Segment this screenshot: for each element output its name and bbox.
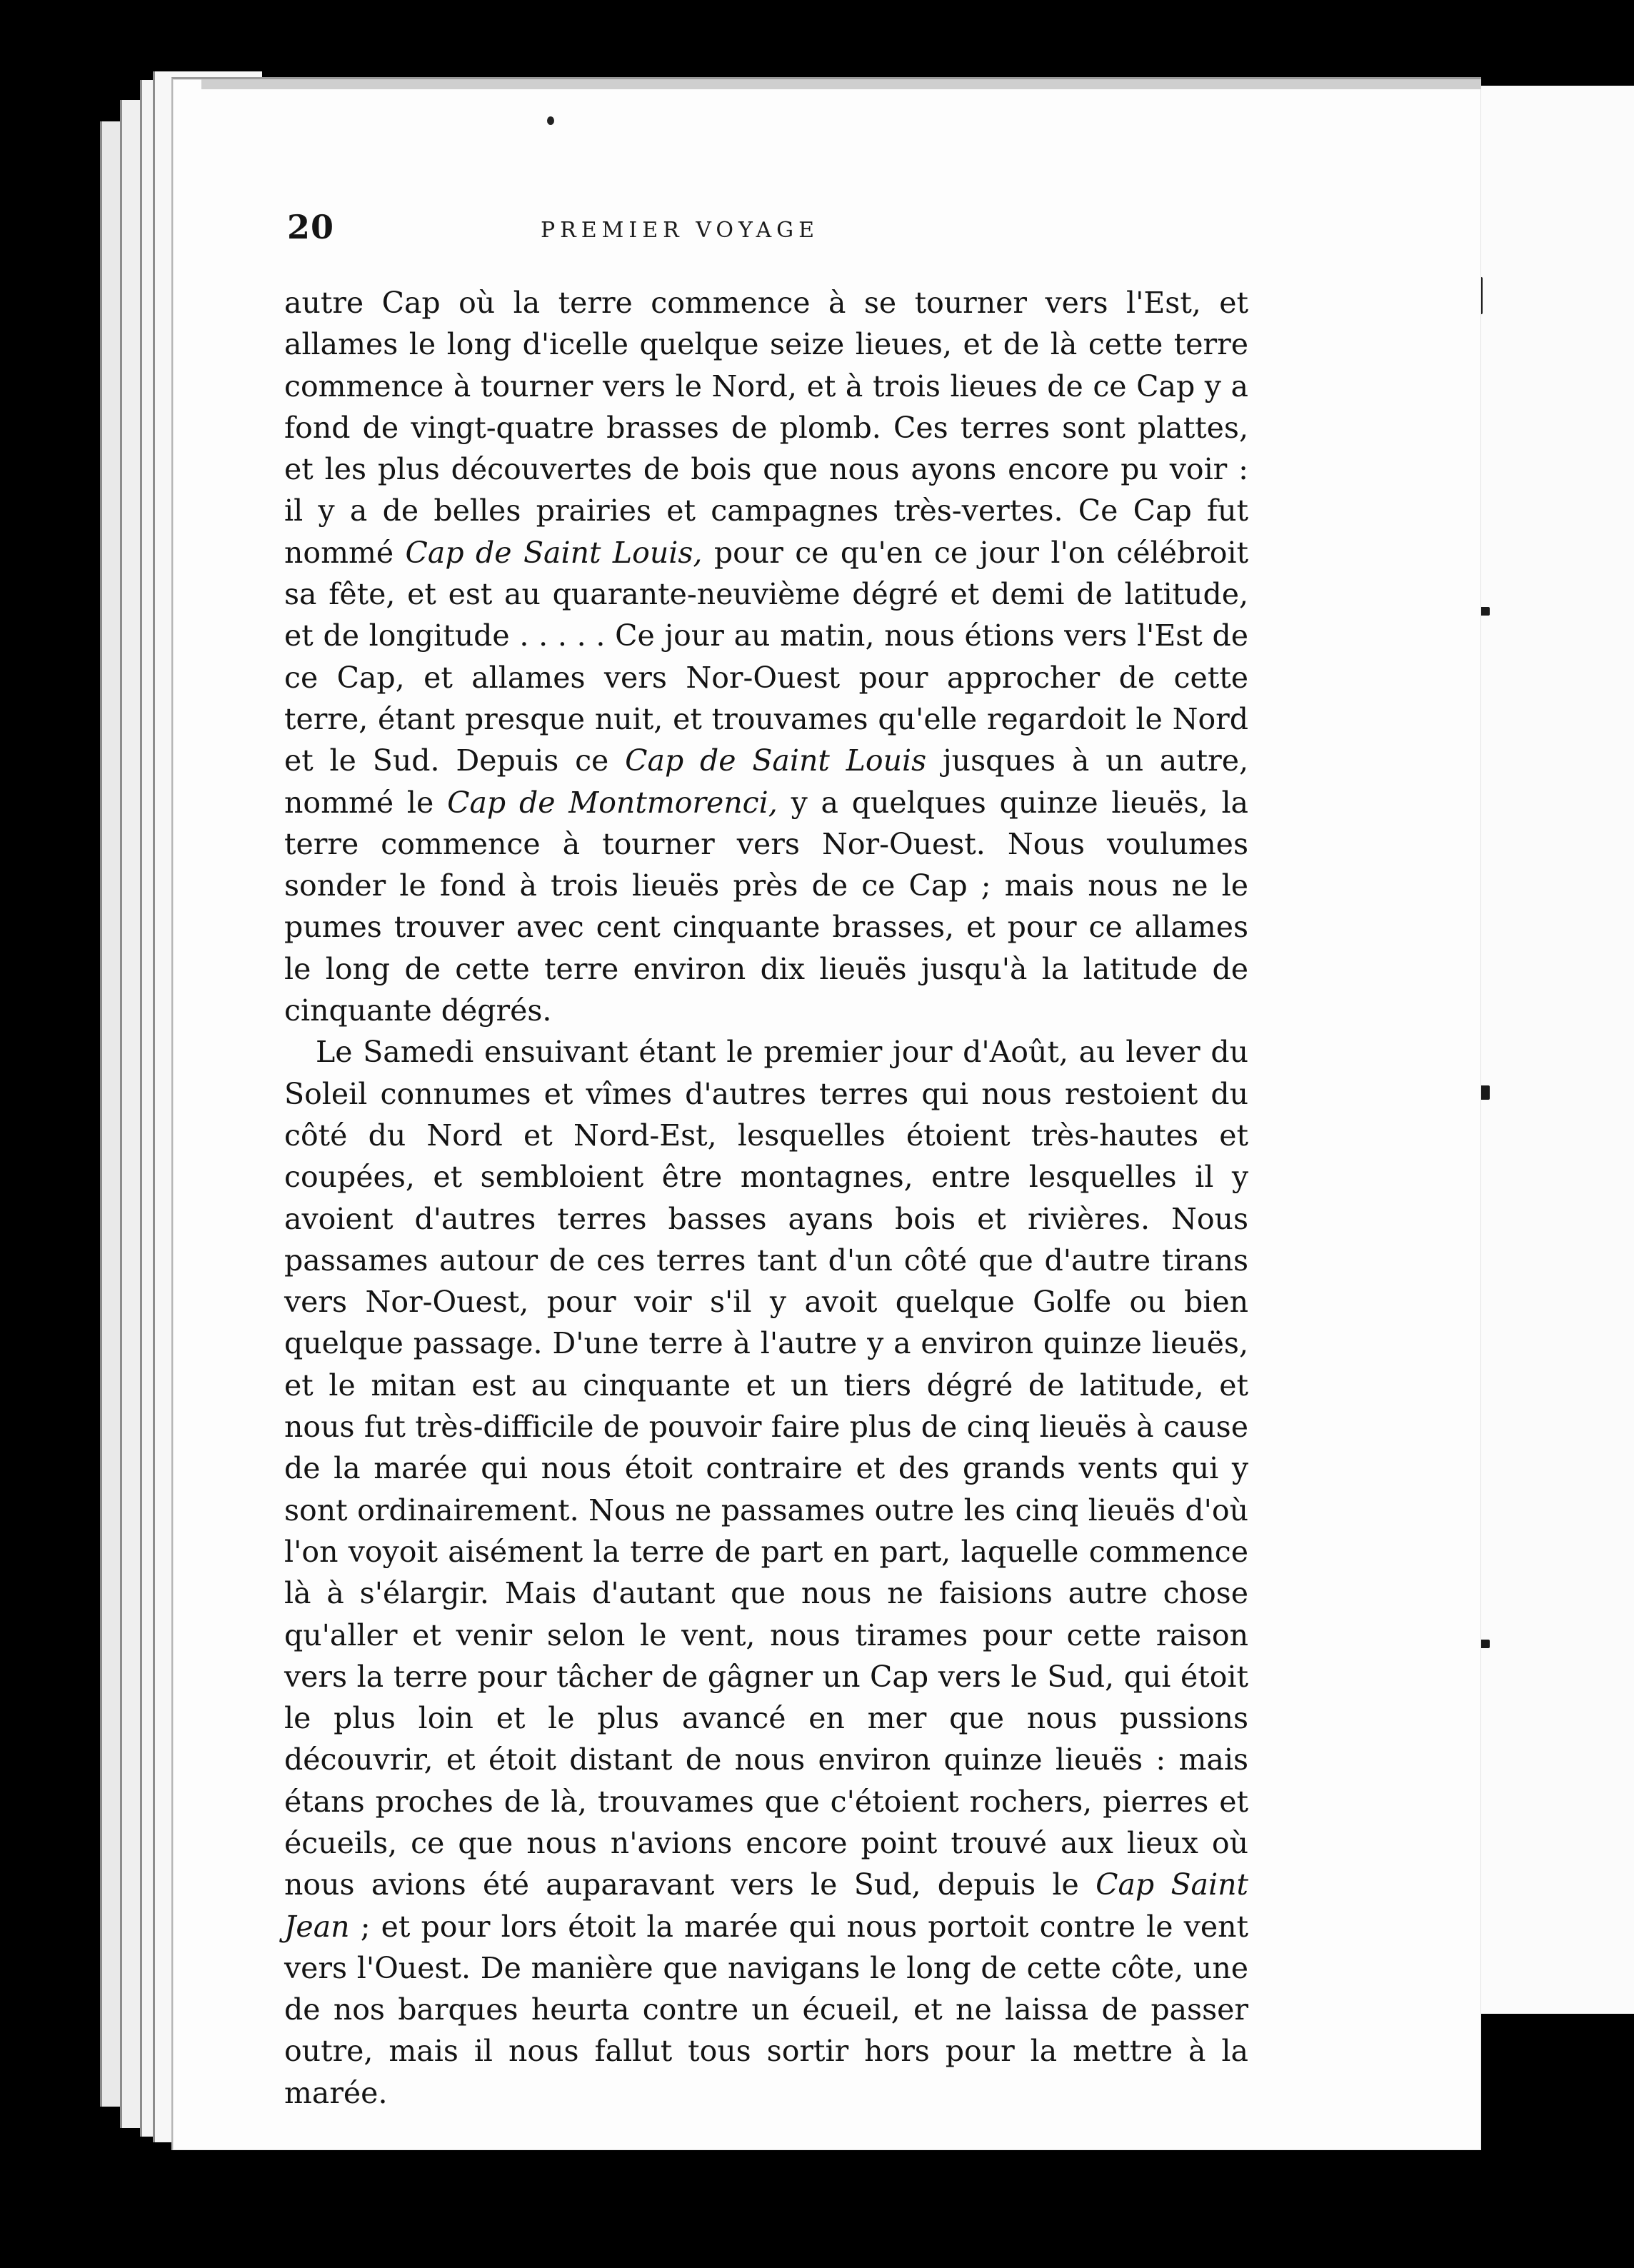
running-head: PREMIER VOYAGE [540,218,819,243]
place-name: Cap de Montmorenci, [447,785,778,820]
place-name: Cap de Saint Louis [625,743,927,778]
page-number: 20 [287,208,335,246]
body-text [284,282,1248,2114]
book-page [171,77,1481,2150]
paragraph: Le Samedi ensuivant étant le premier jour d'Août, au lever du Soleil connumes et vîmes d'autres terres qui nous restoient du côté du Nord et Nord-Est, lesquelles étoient très-hautes et coupées, et sembloient être montagnes, entre lesquelles il y avoient d'autres terres basses ayans bois et rivières. Nous passames autour de ces terres tant d'un côté que d'autre tirans vers Nor-Ouest, pour voir s'il y avoit quelque Golfe ou bien quelque passage. D'une terre à l'autre y a environ quinze lieuës, et le mitan est au cinquante et un tiers dégré de latitude, et nous fut très-difficile de pouvoir faire plus de cinq lieuës à cause de la marée qui nous étoit contraire et des grands vents qui y sont ordinairement. Nous ne passames outre les cinq lieuës d'où l'on voyoit aisément la terre de part en part, laquelle commence là à s'élargir. Mais d'autant que nous ne faisions autre chose qu'aller et venir selon le vent, nous tirames pour cette raison vers la terre pour tâcher de gâgner un Cap vers le Sud, qui étoit le plus loin et le plus avancé en mer que nous pussions découvrir, et étoit distant de nous environ quinze lieuës : mais étans proches de là, trouvames que c'étoient rochers, pierres et écueils, ce que nous n'avions encore point trouvé aux lieux où nous avions été auparavant vers le Sud, depuis le Cap Saint Jean ; et pour lors étoit la marée qui nous portoit contre le vent vers l'Ouest. De manière que navigans le long de cette côte, une de nos barques heurta contre un écueil, et ne laissa de passer outre, mais il nous fallut tous sortir hors pour la mettre à la marée. [284,1035,1248,2110]
facing-leaf [1471,86,1634,2014]
place-name: Cap de Saint Louis, [405,535,703,570]
page-top-edge [201,79,1481,89]
place-name: Cap Saint Jean [284,1867,1248,1944]
paragraph: autre Cap où la terre commence à se tourner vers l'Est, et allames le long d'icelle quelque seize lieues, et de là cette terre commence à tourner vers le Nord, et à trois lieues de ce Cap y a fond de vingt-quatre brasses de plomb. Ces terres sont plattes, et les plus découvertes de bois que nous ayons encore pu voir : il y a de belles prairies et campagnes très-vertes. Ce Cap fut nommé Cap de Saint Louis, pour ce qu'en ce jour l'on célébroit sa fête, et est au quarante-neuvième dégré et demi de latitude, et de longitude . . . . . Ce jour au matin, nous étions vers l'Est de ce Cap, et allames vers Nor-Ouest pour approcher de cette terre, étant presque nuit, et trouvames qu'elle regardoit le Nord et le Sud. Depuis ce Cap de Saint Louis jusques à un autre, nommé le Cap de Montmorenci, y a quelques quinze lieuës, la terre commence à tourner vers Nor-Ouest. Nous voulumes sonder le fond à trois lieuës près de ce Cap ; mais nous ne le pumes trouver avec cent cinquante brasses, et pour ce allames le long de cette terre environ dix lieuës jusqu'à la latitude de cinquante dégrés. [284,286,1248,1028]
ink-dot [547,116,554,125]
page-header [287,208,1430,265]
